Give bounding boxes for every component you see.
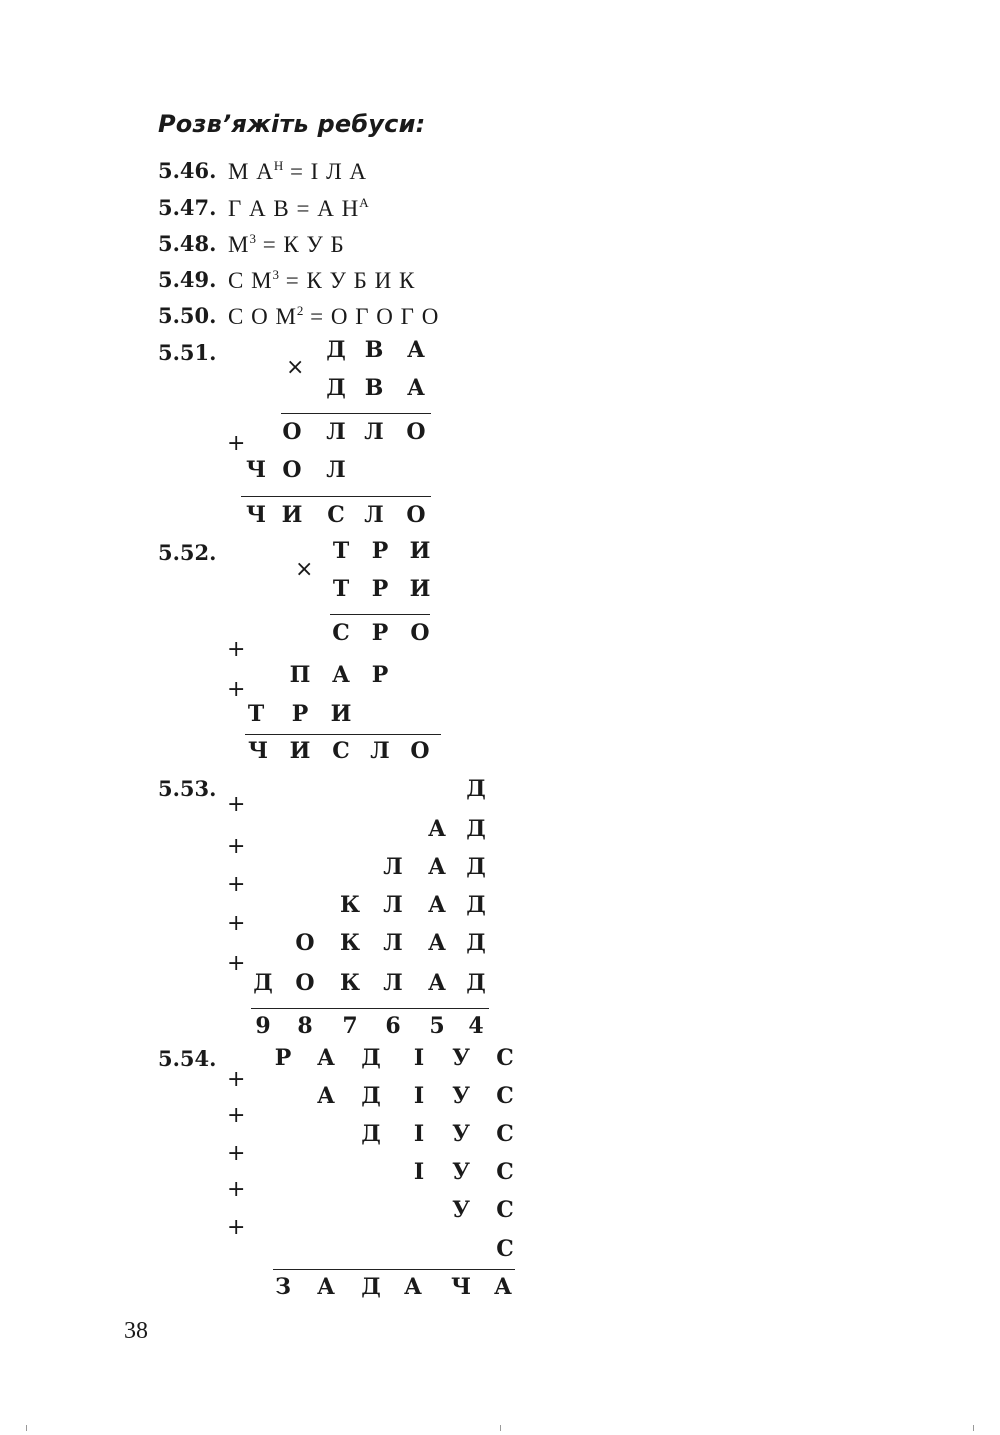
digit-letter: У [452,1197,470,1223]
underline [330,614,430,615]
digit-letter: О [406,502,426,528]
digit-letter: Ч [245,457,267,483]
eq-left: С О М [228,304,297,329]
eq-superscript: Н [273,158,284,173]
digit-letter: Р [371,662,389,688]
eq-right: = К У Б [255,232,345,257]
digit-letter: Д [466,930,486,956]
digit-letter: А [428,854,446,880]
problem-number: 5.52. [158,540,217,565]
digit-letter: Л [383,854,403,880]
plus-sign: + [227,834,246,859]
digit-letter: И [409,538,431,564]
digit-letter: С [496,1121,514,1147]
problem-number: 5.50. [158,303,217,328]
plus-sign: + [227,677,246,702]
digit-letter: Р [371,576,389,602]
underline [273,1269,515,1270]
rebus-equation [228,303,439,330]
digit-letter: Т [247,701,265,727]
plus-sign: + [227,951,246,976]
digit-letter: С [496,1159,514,1185]
digit-letter: О [295,930,315,956]
plus-sign: + [227,637,246,662]
crop-mark [26,1425,27,1431]
digit-letter: Д [466,970,486,996]
crop-mark [973,1425,974,1431]
digit-letter: Д [326,375,346,401]
plus-sign: + [227,1103,246,1128]
digit-letter: О [282,457,302,483]
digit-letter: Л [383,892,403,918]
page-number: 38 [124,1318,148,1344]
digit-letter: А [404,1274,422,1300]
digit-letter: С [496,1197,514,1223]
digit-letter: А [407,337,425,363]
digit-letter: С [496,1236,514,1262]
digit-letter: О [410,738,430,764]
eq-right: = К У Б И К [279,268,416,293]
digit-letter: В [364,337,384,363]
eq-left: Г А В = А Н [228,196,360,221]
rebus-equation [228,267,415,294]
digit-letter: В [364,375,384,401]
digit-letter: У [452,1159,470,1185]
digit-letter: У [452,1121,470,1147]
digit-letter: О [282,419,302,445]
digit-letter: И [409,576,431,602]
problem-number: 5.48. [158,231,217,256]
times-sign: × [295,557,314,582]
digit-letter: Р [371,538,389,564]
digit-letter: У [452,1045,470,1071]
digit-letter: Д [361,1121,381,1147]
eq-right: = О Г О Г О [303,304,440,329]
eq-superscript: 2 [296,303,304,318]
digit-letter: А [428,892,446,918]
digit-letter: И [330,701,352,727]
digit-letter: Д [326,337,346,363]
digit-letter: Ч [245,502,267,528]
digit-letter: С [327,502,345,528]
digit-letter: А [332,662,350,688]
digit-letter: З [275,1274,291,1300]
problem-number: 5.53. [158,776,217,801]
problem-number: 5.46. [158,158,217,183]
digit-letter: С [496,1045,514,1071]
eq-right: = І Л А [283,159,368,184]
times-sign: × [286,355,305,380]
result-digit: 7 [342,1013,358,1039]
eq-superscript: 3 [272,267,280,282]
digit-letter: Л [326,419,346,445]
underline [281,413,431,414]
digit-letter: У [452,1083,470,1109]
digit-letter: Т [332,538,350,564]
eq-superscript: А [359,195,369,210]
digit-letter: Д [466,816,486,842]
digit-letter: Д [361,1274,381,1300]
digit-letter: К [339,892,360,918]
digit-letter: А [428,816,446,842]
eq-left: М А [228,159,274,184]
result-digit: 8 [297,1013,313,1039]
digit-letter: Ч [450,1274,472,1300]
digit-letter: К [339,970,360,996]
digit-letter: Л [364,419,384,445]
digit-letter: А [317,1274,335,1300]
problem-number: 5.47. [158,195,217,220]
digit-letter: Л [383,970,403,996]
plus-sign: + [227,1215,246,1240]
digit-letter: Л [364,502,384,528]
problem-number: 5.49. [158,267,217,292]
digit-letter: Т [332,576,350,602]
eq-superscript: 3 [249,231,256,246]
plus-sign: + [227,911,246,936]
problem-number: 5.51. [158,340,217,365]
result-digit: 5 [429,1013,445,1039]
plus-sign: + [227,431,246,456]
underline [245,734,441,735]
underline [251,1008,489,1009]
plus-sign: + [227,792,246,817]
digit-letter: А [317,1045,335,1071]
crop-mark [500,1425,501,1431]
digit-letter: І [413,1121,425,1147]
result-digit: 9 [255,1013,271,1039]
digit-letter: Д [253,970,273,996]
digit-letter: Р [371,620,389,646]
digit-letter: А [428,970,446,996]
digit-letter: С [332,738,350,764]
digit-letter: О [410,620,430,646]
digit-letter: А [407,375,425,401]
digit-letter: Р [274,1045,292,1071]
digit-letter: Р [291,701,309,727]
plus-sign: + [227,1141,246,1166]
digit-letter: Д [361,1045,381,1071]
digit-letter: О [295,970,315,996]
digit-letter: Л [370,738,390,764]
digit-letter: О [406,419,426,445]
digit-letter: И [281,502,303,528]
plus-sign: + [227,1067,246,1092]
digit-letter: С [496,1083,514,1109]
digit-letter: Л [326,457,346,483]
digit-letter: І [413,1045,425,1071]
plus-sign: + [227,1177,246,1202]
digit-letter: И [289,738,311,764]
result-digit: 4 [468,1013,484,1039]
digit-letter: Д [361,1083,381,1109]
digit-letter: Д [466,892,486,918]
digit-letter: Л [383,930,403,956]
section-heading: Розв’яжіть ребуси: [158,110,426,138]
digit-letter: П [289,662,311,688]
digit-letter: І [413,1159,425,1185]
digit-letter: К [339,930,360,956]
digit-letter: Ч [247,738,269,764]
digit-letter: С [332,620,350,646]
rebus-equation [228,195,369,222]
digit-letter: А [428,930,446,956]
plus-sign: + [227,872,246,897]
eq-left: С М [228,268,273,293]
problem-number: 5.54. [158,1046,217,1071]
digit-letter: Д [466,776,486,802]
eq-left: М [228,232,250,257]
digit-letter: Д [466,854,486,880]
rebus-equation [228,158,367,185]
result-digit: 6 [385,1013,401,1039]
digit-letter: А [317,1083,335,1109]
rebus-equation [228,231,345,258]
underline [241,496,431,497]
digit-letter: І [413,1083,425,1109]
digit-letter: А [494,1274,512,1300]
